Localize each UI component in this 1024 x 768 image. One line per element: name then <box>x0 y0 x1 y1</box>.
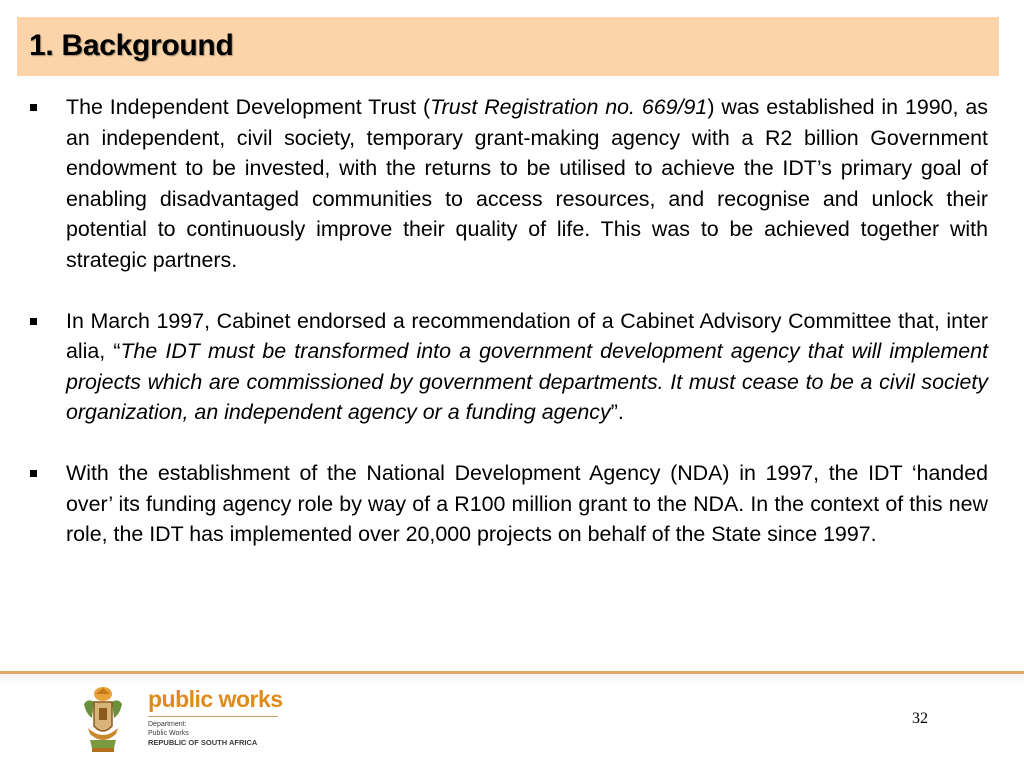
public-works-logo <box>78 684 288 756</box>
text-segment: The Independent Development Trust ( <box>66 95 431 119</box>
logo-name: public works <box>148 686 283 712</box>
logo-line-2: Public Works <box>148 730 189 737</box>
square-bullet-icon <box>30 470 37 477</box>
page-number: 32 <box>912 710 928 727</box>
bullet-text <box>66 309 988 425</box>
text-segment: ”. <box>610 400 624 425</box>
text-segment: In March 1997, Cabinet endorsed a recommendation of a Cabinet Advisory Committee that, inter alia, “ <box>66 308 988 364</box>
bullet-item <box>28 458 988 550</box>
footer-shadow <box>0 674 1024 684</box>
title-bar <box>17 17 999 76</box>
logo-line-1: Department: <box>148 721 187 728</box>
text-segment: With the establishment of the National Development Agency (NDA) in 1997, the IDT ‘handed over’ its funding agency role by way of a R100 million grant to the NDA. In the context of this new role, the IDT has implemented over 20,000 projects on behalf of the State since 1997. <box>66 460 988 547</box>
bullet-text <box>66 95 988 272</box>
square-bullet-icon <box>30 104 37 111</box>
italic-text-segment: Trust Registration no. 669/91 <box>430 95 708 119</box>
text-segment: ) was established in 1990, as an independent, civil society, temporary grant-making agency with a R2 billion Government endowment to be invested, with the returns to be utilised to achieve the IDT’s primary goal of enabling disadvantaged communities to access resources, and recognise and unlock their potential to continuously improve their quality of life. This was to be achieved together with strategic partners. <box>66 95 988 272</box>
bullet-item <box>28 306 988 428</box>
square-bullet-icon <box>30 318 37 325</box>
slide-content <box>28 92 988 580</box>
bullet-item <box>28 92 988 276</box>
slide-title: 1. Background <box>29 29 234 62</box>
coat-of-arms-icon <box>78 684 128 754</box>
logo-line-3: REPUBLIC OF SOUTH AFRICA <box>148 738 258 747</box>
italic-text-segment: The IDT must be transformed into a government development agency that will implement projects which are commissioned by government departments. It must cease to be a civil society organization, an independent agency or a funding agency <box>66 339 989 425</box>
logo-divider <box>148 716 278 717</box>
bullet-text <box>66 461 988 546</box>
